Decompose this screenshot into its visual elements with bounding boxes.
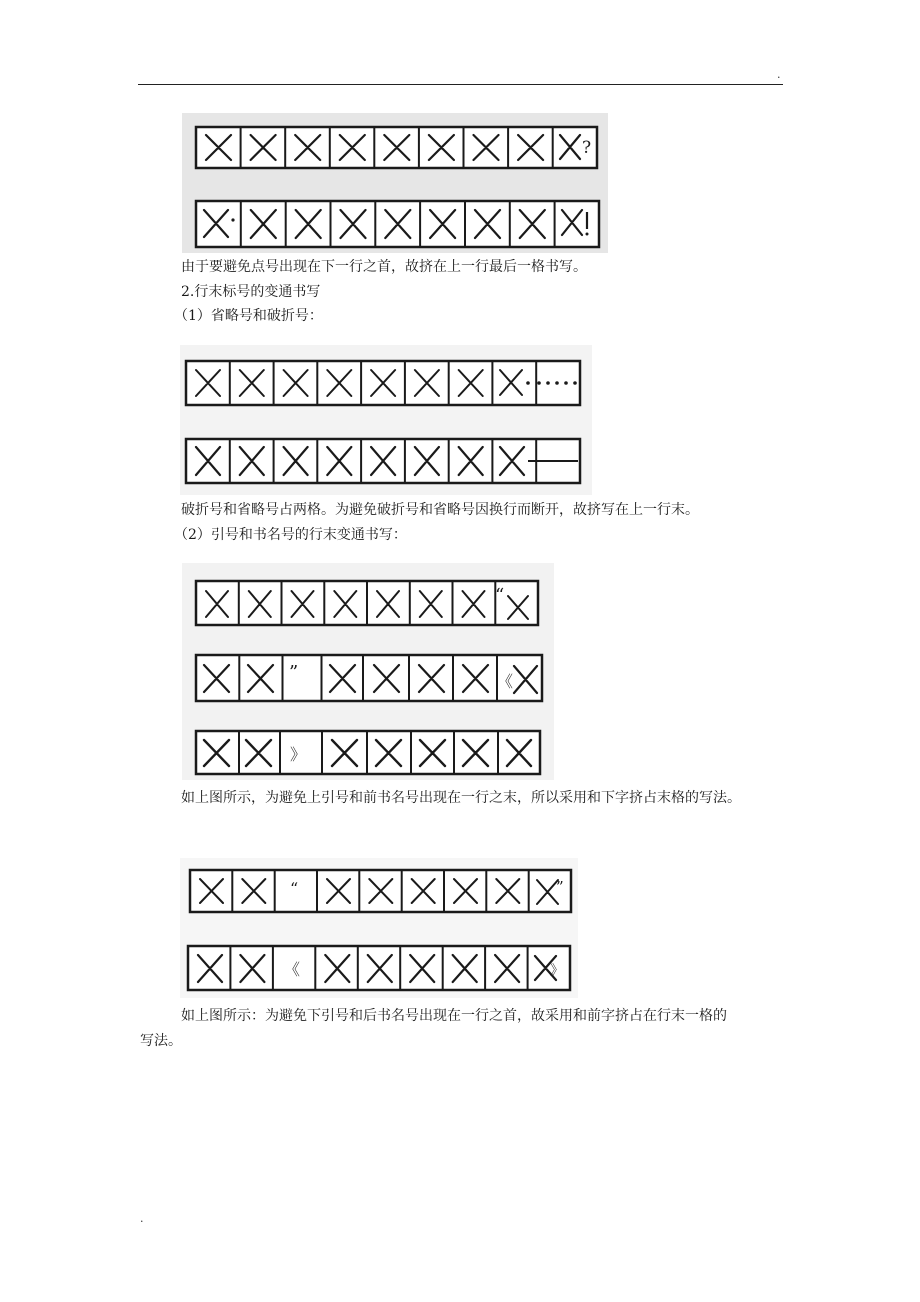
grid-row-2 bbox=[196, 201, 599, 247]
svg-text:?: ? bbox=[582, 138, 592, 158]
svg-text:《: 《 bbox=[497, 672, 514, 691]
grid-row-close-quote-open-title bbox=[196, 655, 542, 701]
svg-text:《: 《 bbox=[284, 960, 301, 979]
grid-row-ellipsis bbox=[186, 361, 580, 405]
paragraph-4-line-1: 如上图所示：为避免下引号和后书名号出现在一行之首，故采用和前字挤占在行末一格的 bbox=[181, 1008, 727, 1024]
svg-text:》: 》 bbox=[550, 963, 564, 979]
grid-figure-point-marks bbox=[182, 113, 608, 253]
subheading-quotes: （2）引号和书名号的行末变通书写： bbox=[174, 527, 407, 543]
grid-figure-opening-quotes bbox=[182, 563, 554, 780]
footer-mark: . bbox=[140, 1212, 144, 1225]
grid-row-close-quote bbox=[190, 870, 571, 912]
svg-text:》: 》 bbox=[290, 745, 307, 764]
grid-row-close-title-end bbox=[188, 946, 570, 990]
header-mark: . bbox=[777, 68, 781, 81]
grid-figure-ellipsis-dash bbox=[180, 345, 592, 495]
grid-row-1 bbox=[196, 127, 597, 168]
header-rule bbox=[138, 84, 783, 85]
svg-text:”: ” bbox=[289, 662, 299, 683]
svg-text:“: “ bbox=[495, 585, 505, 606]
svg-text:”: ” bbox=[556, 878, 564, 896]
grid-row-open-quote bbox=[196, 581, 538, 625]
paragraph-2: 破折号和省略号占两格。为避免破折号和省略号因换行而断开，故挤写在上一行末。 bbox=[181, 502, 699, 518]
paragraph-4-line-2: 写法。 bbox=[140, 1033, 182, 1049]
subheading-ellipsis-dash: （1）省略号和破折号： bbox=[174, 308, 323, 324]
grid-row-dash bbox=[186, 439, 580, 483]
paragraph-3: 如上图所示，为避免上引号和前书名号出现在一行之末，所以采用和下字挤占末格的写法。 bbox=[181, 790, 741, 806]
section-heading-2: 2.行末标号的变通书写 bbox=[181, 284, 321, 300]
paragraph-1: 由于要避免点号出现在下一行之首，故挤在上一行最后一格书写。 bbox=[181, 259, 587, 275]
grid-figure-closing-quotes bbox=[180, 858, 578, 998]
svg-text:“: “ bbox=[290, 879, 299, 898]
grid-row-close-title bbox=[196, 731, 540, 774]
